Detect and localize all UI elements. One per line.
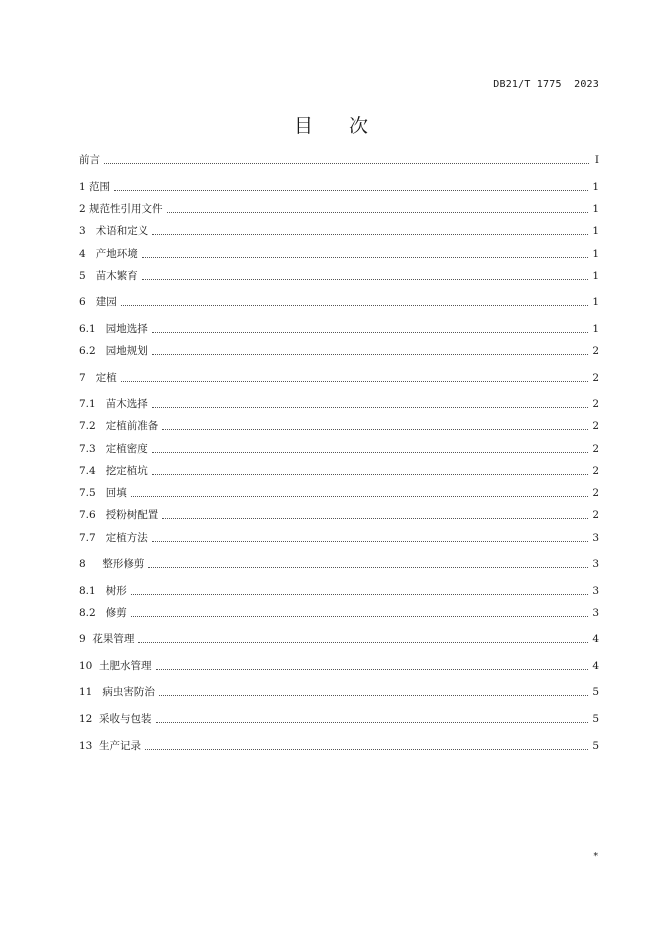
toc-entry-number: 8.1	[79, 585, 106, 597]
document-code: DB21/T 1775 2023	[493, 79, 599, 90]
toc-entry[interactable]	[79, 683, 599, 699]
toc-entry-number: 6	[79, 296, 96, 308]
toc-dot-leader	[162, 517, 588, 519]
toc-entry-page: 2	[592, 345, 599, 357]
toc-entry-number: 11	[79, 686, 103, 698]
toc-entry-page: 5	[592, 713, 599, 725]
toc-entry-page: 1	[592, 181, 599, 193]
toc-entry-page: 2	[592, 372, 599, 384]
toc-entry-label: 病虫害防治	[102, 686, 155, 698]
toc-dot-leader	[156, 721, 589, 723]
toc-entry-label: 土肥水管理	[99, 660, 152, 672]
toc-entry-label: 规范性引用文件	[89, 203, 163, 215]
toc-dot-leader	[131, 615, 589, 617]
toc-entry-page: 4	[592, 633, 599, 645]
toc-entry-label: 苗木繁育	[95, 270, 138, 282]
toc-entry-number: 6.2	[79, 345, 106, 357]
toc-entry-label: 采收与包装	[99, 713, 152, 725]
toc-entry-label: 定植密度	[105, 443, 148, 455]
toc-entry-page: 1	[592, 270, 599, 282]
toc-entry-number: 1	[79, 181, 90, 193]
toc-entry[interactable]	[79, 320, 599, 336]
toc-entry-number: 7.3	[79, 443, 106, 455]
toc-dot-leader	[142, 256, 589, 258]
toc-dot-leader	[131, 495, 589, 497]
toc-entry-page: 2	[592, 509, 599, 521]
toc-entry[interactable]	[79, 529, 599, 545]
toc-entry[interactable]	[79, 222, 599, 238]
toc-entry-label: 花果管理	[92, 633, 135, 645]
toc-entry-number: 10	[79, 660, 100, 672]
toc-entry-page: 2	[592, 398, 599, 410]
toc-entry-label: 挖定植坑	[105, 465, 148, 477]
toc-entry-label: 定植	[95, 372, 117, 384]
toc-entry-number: 7.5	[79, 487, 106, 499]
toc-dot-leader	[152, 233, 588, 235]
toc-entry-label: 苗木选择	[105, 398, 148, 410]
toc-entry[interactable]	[79, 151, 599, 167]
toc-dot-leader	[152, 331, 589, 333]
toc-entry-number: 4	[79, 248, 96, 260]
toc-entry-page: 3	[592, 532, 599, 544]
toc-entry[interactable]	[79, 267, 599, 283]
toc-entry-page: I	[594, 154, 599, 166]
toc-entry-number: 7.7	[79, 532, 106, 544]
toc-entry-label: 定植方法	[105, 532, 148, 544]
toc-entry-page: 1	[592, 248, 599, 260]
toc-entry-number: 8	[79, 558, 103, 570]
toc-dot-leader	[145, 748, 588, 750]
toc-entry[interactable]	[79, 462, 599, 478]
toc-dot-leader	[156, 668, 589, 670]
toc-entry-label: 树形	[105, 585, 127, 597]
toc-entry[interactable]	[79, 506, 599, 522]
toc-entry-number: 13	[79, 740, 100, 752]
toc-entry-page: 1	[592, 225, 599, 237]
toc-entry-page: 3	[592, 607, 599, 619]
toc-dot-leader	[152, 473, 589, 475]
toc-dot-leader	[142, 278, 589, 280]
toc-entry-number: 7.6	[79, 509, 106, 521]
toc-entry-label: 定植前准备	[105, 420, 159, 432]
toc-dot-leader	[152, 540, 589, 542]
toc-entry-label: 整形修剪	[102, 558, 145, 570]
toc-entry[interactable]	[79, 555, 599, 571]
toc-entry-number: 7.4	[79, 465, 106, 477]
toc-entry-number: 3	[79, 225, 96, 237]
toc-entry-page: 1	[592, 296, 599, 308]
toc-entry-page: 3	[592, 585, 599, 597]
toc-dot-leader	[121, 380, 589, 382]
toc-dot-leader	[167, 211, 589, 213]
toc-entry[interactable]	[79, 484, 599, 500]
toc-entry-label: 范围	[89, 181, 111, 193]
toc-entry[interactable]	[79, 417, 599, 433]
toc-entry[interactable]	[79, 395, 599, 411]
toc-entry[interactable]	[79, 582, 599, 598]
toc-entry-page: 4	[592, 660, 599, 672]
toc-entry[interactable]	[79, 737, 599, 753]
toc-dot-leader	[138, 641, 588, 643]
toc-entry-page: 2	[592, 465, 599, 477]
toc-entry[interactable]	[79, 710, 599, 726]
footer-mark: *	[593, 852, 598, 862]
toc-dot-leader	[104, 162, 589, 164]
toc-entry[interactable]	[79, 657, 599, 673]
toc-entry-page: 5	[592, 740, 599, 752]
toc-entry-page: 2	[592, 420, 599, 432]
toc-entry[interactable]	[79, 178, 599, 194]
toc-dot-leader	[162, 428, 588, 430]
toc-entry-number: 7	[79, 372, 96, 384]
toc-entry-number: 6.1	[79, 323, 106, 335]
toc-entry-number: 9	[79, 633, 93, 645]
toc-entry-number: 8.2	[79, 607, 106, 619]
toc-entry[interactable]	[79, 342, 599, 358]
toc-entry-number: 2	[79, 203, 90, 215]
toc-entry-page: 1	[592, 203, 599, 215]
toc-entry[interactable]	[79, 604, 599, 620]
toc-entry-label: 产地环境	[95, 248, 138, 260]
toc-entry-label: 园地规划	[105, 345, 148, 357]
toc-title: 目次	[293, 115, 404, 137]
toc-dot-leader	[121, 304, 589, 306]
toc-entry[interactable]	[79, 630, 599, 646]
toc-entry[interactable]	[79, 293, 599, 309]
toc-dot-leader	[152, 353, 589, 355]
toc-dot-leader	[148, 566, 588, 568]
toc-entry-number: 7.2	[79, 420, 106, 432]
toc-entry[interactable]	[79, 440, 599, 456]
toc-entry-label: 术语和定义	[95, 225, 149, 237]
toc-entry-label: 建园	[95, 296, 117, 308]
toc-entry[interactable]	[79, 245, 599, 261]
toc-entry-page: 2	[592, 487, 599, 499]
toc-entry-page: 5	[592, 686, 599, 698]
toc-entry-label: 修剪	[105, 607, 127, 619]
toc-entry[interactable]	[79, 200, 599, 216]
toc-entry-page: 2	[592, 443, 599, 455]
toc-dot-leader	[131, 593, 589, 595]
toc-entry-label: 回填	[105, 487, 127, 499]
toc-entry-label: 生产记录	[99, 740, 142, 752]
toc-entry[interactable]	[79, 369, 599, 385]
toc-entry-number: 5	[79, 270, 96, 282]
toc-dot-leader	[114, 189, 588, 191]
toc-entry-page: 3	[592, 558, 599, 570]
toc-entry-page: 1	[592, 323, 599, 335]
toc-dot-leader	[159, 694, 588, 696]
toc-dot-leader	[152, 406, 589, 408]
toc-entry-number: 12	[79, 713, 100, 725]
toc-entry-label: 前言	[79, 154, 100, 166]
toc-entry-label: 园地选择	[105, 323, 148, 335]
toc-entry-number: 7.1	[79, 398, 106, 410]
toc-dot-leader	[152, 451, 589, 453]
toc-entry-label: 授粉树配置	[105, 509, 159, 521]
